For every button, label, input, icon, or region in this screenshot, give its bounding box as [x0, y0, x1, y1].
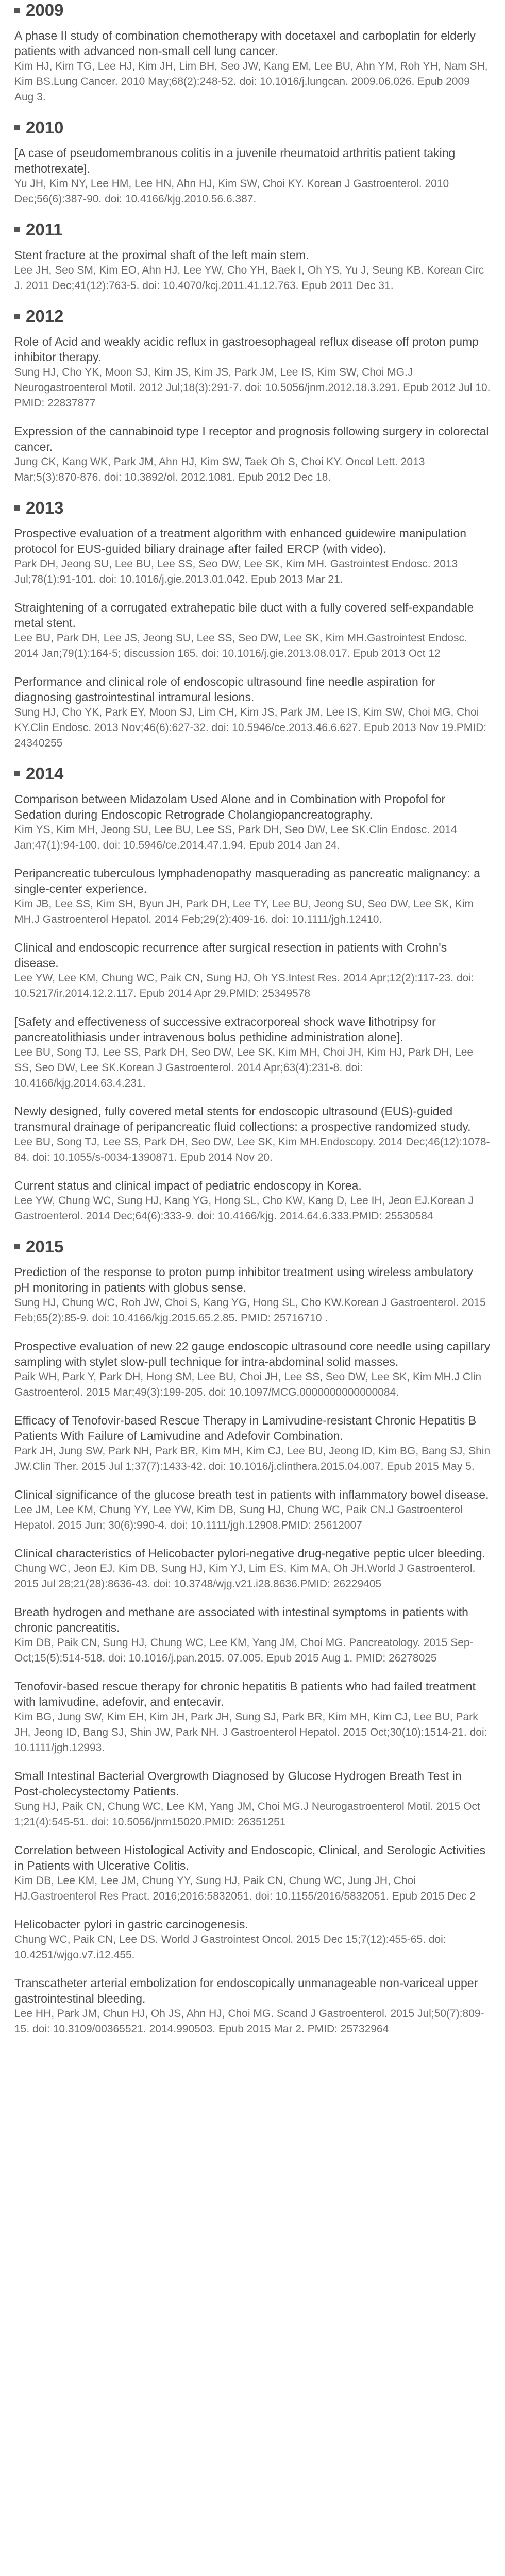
publication-citation: Lee BU, Song TJ, Lee SS, Park DH, Seo DW, Lee SK, Kim MH.Endoscopy. 2014 Dec;46(12):1078-84. doi: 10.1055/s-0034-1390871. Epub 2014 Nov 20. — [14, 1136, 490, 1163]
year-section-2010 — [14, 117, 491, 207]
publication-title: A phase II study of combination chemotherapy with docetaxel and carboplatin for elderly patients with advanced non-small cell lung cancer. — [14, 29, 476, 58]
year-heading — [14, 1236, 491, 1257]
publication-entry — [14, 526, 491, 587]
publication-title: Breath hydrogen and methane are associated with intestinal symptoms in patients with chronic pancreatitis. — [14, 1605, 468, 1634]
publication-entry — [14, 674, 491, 751]
publication-citation: Kim JB, Lee SS, Kim SH, Byun JH, Park DH, Lee TY, Lee BU, Jeong SU, Seo DW, Lee SK, Kim MH.J Gastroenterol Hepatol. 2014 Feb;29(2):409-16. doi: 10.1111/jgh.12410. — [14, 898, 474, 925]
publication-title: Helicobacter pylori in gastric carcinogenesis. — [14, 1918, 248, 1931]
publication-title: Clinical characteristics of Helicobacter pylori-negative drug-negative peptic ulcer bleeding. — [14, 1547, 486, 1560]
publication-entry — [14, 1679, 491, 1756]
publication-title: Straightening of a corrugated extrahepatic bile duct with a fully covered self-expandable metal stent. — [14, 601, 474, 630]
bullet-square-icon — [14, 771, 20, 776]
publication-citation: Kim YS, Kim MH, Jeong SU, Lee BU, Lee SS, Park DH, Seo DW, Lee SK.Clin Endosc. 2014 Jan;47(1):94-100. doi: 10.5946/ce.2014.47.1.94. Epub 2014 Jan 24. — [14, 824, 457, 851]
publication-citation: Sung HJ, Chung WC, Roh JW, Choi S, Kang YG, Hong SL, Cho KW.Korean J Gastroenterol. 2015 Feb;65(2):85-9. doi: 10.4166/kjg.2015.65.2.85. PMID: 25716710 . — [14, 1297, 486, 1324]
bullet-square-icon — [14, 8, 20, 13]
publication-entry — [14, 866, 491, 927]
bullet-square-icon — [14, 227, 20, 232]
publication-title: Role of Acid and weakly acidic reflux in gastroesophageal reflux disease off proton pump inhibitor therapy. — [14, 335, 479, 364]
publication-citation: Kim HJ, Kim TG, Lee HJ, Kim JH, Lim BH, Seo JW, Kang EM, Lee BU, Ahn YM, Roh YH, Nam SH, Kim BS.Lung Cancer. 2010 May;68(2):248-52. doi: 10.1016/j.lungcan. 2009.06.026. Epub 2009 Aug 3. — [14, 60, 488, 103]
publication-entry — [14, 247, 491, 294]
publication-entry — [14, 28, 491, 105]
publication-title: Prospective evaluation of a treatment algorithm with enhanced guidewire manipulation protocol for EUS-guided biliary drainage after failed ERCP (with video). — [14, 527, 467, 555]
publication-title: Clinical significance of the glucose breath test in patients with inflammatory bowel disease. — [14, 1488, 489, 1501]
publication-entry — [14, 600, 491, 662]
bullet-square-icon — [14, 125, 20, 130]
publication-citation: Lee JM, Lee KM, Chung YY, Lee YW, Kim DB, Sung HJ, Chung WC, Paik CN.J Gastroenterol Hepatol. 2015 Jun; 30(6):990-4. doi: 10.1111/jgh.12908.PMID: 25612007 — [14, 1504, 463, 1531]
publication-citation: Lee HH, Park JM, Chun HJ, Oh JS, Ahn HJ, Choi MG. Scand J Gastroenterol. 2015 Jul;50(7):809-15. doi: 10.3109/00365521. 2014.990503. Epub 2015 Mar 2. PMID: 25732964 — [14, 2008, 484, 2035]
publication-entry — [14, 1917, 491, 1963]
publication-entry — [14, 145, 491, 207]
year-label: 2013 — [26, 498, 64, 517]
year-heading — [14, 306, 491, 327]
year-label: 2011 — [26, 220, 63, 239]
year-heading — [14, 498, 491, 518]
publication-title: Peripancreatic tuberculous lymphadenopathy masquerading as pancreatic malignancy: a single-center experience. — [14, 867, 480, 895]
publication-citation: Lee BU, Park DH, Lee JS, Jeong SU, Lee SS, Seo DW, Lee SK, Kim MH.Gastrointest Endosc. 2014 Jan;79(1):164-5; discussion 165. doi: 10.1016/j.gie.2013.08.017. Epub 2013 Oct 12 — [14, 632, 467, 659]
publication-title: Efficacy of Tenofovir-based Rescue Therapy in Lamivudine-resistant Chronic Hepatitis B Patients With Failure of Lamivudine and Adefovir Combination. — [14, 1414, 477, 1443]
bullet-square-icon — [14, 314, 20, 319]
publication-citation: Yu JH, Kim NY, Lee HM, Lee HN, Ahn HJ, Kim SW, Choi KY. Korean J Gastroenterol. 2010 Dec;56(6):387-90. doi: 10.4166/kjg.2010.56.6.387. — [14, 178, 449, 205]
publication-entry — [14, 1178, 491, 1224]
publication-title: Clinical and endoscopic recurrence after surgical resection in patients with Crohn's disease. — [14, 941, 447, 970]
publication-citation: Chung WC, Paik CN, Lee DS. World J Gastrointest Oncol. 2015 Dec 15;7(12):455-65. doi: 10.4251/wjgo.v7.i12.455. — [14, 1934, 446, 1961]
publication-citation: Lee BU, Song TJ, Lee SS, Park DH, Seo DW, Lee SK, Kim MH, Choi JH, Kim HJ, Park DH, Lee SS, Seo DW, Lee SK.Korean J Gastroenterol. 2014 Apr;63(4):231-8. doi: 10.4166/kjg.2014.63.4.231. — [14, 1046, 474, 1089]
year-label: 2009 — [26, 1, 64, 20]
publication-title: Stent fracture at the proximal shaft of the left main stem. — [14, 248, 309, 262]
year-section-2013 — [14, 498, 491, 751]
year-label: 2015 — [26, 1237, 64, 1256]
publication-citation: Park JH, Jung SW, Park NH, Park BR, Kim MH, Kim CJ, Lee BU, Jeong ID, Kim BG, Bang SJ, Shin JW.Clin Ther. 2015 Jul 1;37(7):1433-42. doi: 10.1016/j.clinthera.2015.04.007. Epub 2015 May 5. — [14, 1445, 491, 1472]
publication-title: Expression of the cannabinoid type I receptor and prognosis following surgery in colorectal cancer. — [14, 425, 489, 453]
year-section-2011 — [14, 219, 491, 294]
publication-title: Transcatheter arterial embolization for endoscopically unmanageable non-variceal upper gastrointestinal bleeding. — [14, 1976, 478, 2005]
publication-entry — [14, 1546, 491, 1592]
year-section-2015 — [14, 1236, 491, 2037]
publication-citation: Lee YW, Lee KM, Chung WC, Paik CN, Sung HJ, Oh YS.Intest Res. 2014 Apr;12(2):117-23. doi: 10.5217/ir.2014.12.2.117. Epub 2014 Apr 29.PMID: 25349578 — [14, 972, 474, 999]
year-heading — [14, 764, 491, 784]
publication-entry — [14, 1264, 491, 1326]
year-label: 2012 — [26, 307, 64, 326]
publication-entry — [14, 1014, 491, 1091]
publication-citation: Sung HJ, Cho YK, Moon SJ, Kim JS, Kim JS, Park JM, Lee IS, Kim SW, Choi MG.J Neurogastroenterol Motil. 2012 Jul;18(3):291-7. doi: 10.5056/jnm.2012.18.3.291. Epub 2012 Jul 10. PMID: 22837877 — [14, 366, 491, 409]
year-section-2012 — [14, 306, 491, 485]
publication-citation: Kim BG, Jung SW, Kim EH, Kim JH, Park JH, Sung SJ, Park BR, Kim MH, Kim CJ, Lee BU, Park JH, Jeong ID, Bang SJ, Shin JW, Park NH. J Gastroenterol Hepatol. 2015 Oct;30(10):1514-21. doi: 10.1111/jgh.12993. — [14, 1711, 487, 1754]
publication-entry — [14, 791, 491, 853]
publication-entry — [14, 1413, 491, 1475]
publication-entry — [14, 1338, 491, 1400]
publication-entry — [14, 1104, 491, 1165]
publication-title: Small Intestinal Bacterial Overgrowth Diagnosed by Glucose Hydrogen Breath Test in Post-cholecystectomy Patients. — [14, 1769, 462, 1798]
publication-citation: Lee JH, Seo SM, Kim EO, Ahn HJ, Lee YW, Cho YH, Baek I, Oh YS, Yu J, Seung KB. Korean Circ J. 2011 Dec;41(12):763-5. doi: 10.4070/kcj.2011.41.12.763. Epub 2011 Dec 31. — [14, 264, 484, 292]
publication-entry — [14, 1768, 491, 1830]
publication-entry — [14, 334, 491, 411]
publication-citation: Park DH, Jeong SU, Lee BU, Lee SS, Seo DW, Lee SK, Kim MH. Gastrointest Endosc. 2013 Jul;78(1):91-101. doi: 10.1016/j.gie.2013.01.042. Epub 2013 Mar 21. — [14, 558, 458, 585]
publication-citation: Jung CK, Kang WK, Park JM, Ahn HJ, Kim SW, Taek Oh S, Choi KY. Oncol Lett. 2013 Mar;5(3):870-876. doi: 10.3892/ol. 2012.1081. Epub 2012 Dec 18. — [14, 456, 425, 483]
year-label: 2014 — [26, 764, 64, 783]
publication-citation: Sung HJ, Cho YK, Park EY, Moon SJ, Lim CH, Kim JS, Park JM, Lee IS, Kim SW, Choi MG, Choi KY.Clin Endosc. 2013 Nov;46(6):627-32. doi: 10.5946/ce.2013.46.6.627. Epub 2013 Nov 19.PMID: 24340255 — [14, 706, 487, 749]
publication-entry — [14, 1842, 491, 1904]
publication-title: Current status and clinical impact of pediatric endoscopy in Korea. — [14, 1179, 362, 1192]
publication-title: Prospective evaluation of new 22 gauge endoscopic ultrasound core needle using capillary sampling with stylet slow-pull technique for intra-abdominal solid masses. — [14, 1340, 491, 1368]
publication-entry — [14, 1975, 491, 2037]
publication-title: Tenofovir-based rescue therapy for chronic hepatitis B patients who had failed treatment with lamivudine, adefovir, and entecavir. — [14, 1680, 476, 1708]
year-label: 2010 — [26, 118, 64, 137]
publication-title: Prediction of the response to proton pump inhibitor treatment using wireless ambulatory pH monitoring in patients with globus sense. — [14, 1265, 473, 1294]
publication-citation: Sung HJ, Paik CN, Chung WC, Lee KM, Yang JM, Choi MG.J Neurogastroenterol Motil. 2015 Oct 1;21(4):545-51. doi: 10.5056/jnm15020.PMID: 26351251 — [14, 1801, 480, 1828]
publication-entry — [14, 1487, 491, 1533]
publication-title: Performance and clinical role of endoscopic ultrasound fine needle aspiration for diagnosing gastrointestinal intramural lesions. — [14, 675, 435, 704]
publication-citation: Paik WH, Park Y, Park DH, Hong SM, Lee BU, Choi JH, Lee SS, Seo DW, Lee SK, Kim MH.J Clin Gastroenterol. 2015 Mar;49(3):199-205. doi: 10.1097/MCG.0000000000000084. — [14, 1371, 482, 1398]
publication-entry — [14, 423, 491, 485]
year-heading — [14, 117, 491, 138]
publication-title: Correlation between Histological Activity and Endoscopic, Clinical, and Serologic Activities in Patients with Ulcerative Colitis. — [14, 1843, 486, 1872]
publication-entry — [14, 940, 491, 1002]
publication-citation: Chung WC, Jeon EJ, Kim DB, Sung HJ, Kim YJ, Lim ES, Kim MA, Oh JH.World J Gastroenterol. 2015 Jul 28;21(28):8636-43. doi: 10.3748/wjg.v21.i28.8636.PMID: 26229405 — [14, 1563, 476, 1590]
year-section-2014 — [14, 764, 491, 1224]
publication-title: [A case of pseudomembranous colitis in a juvenile rheumatoid arthritis patient taking methotrexate]. — [14, 146, 456, 175]
publication-citation: Kim DB, Lee KM, Lee JM, Chung YY, Sung HJ, Paik CN, Chung WC, Jung JH, Choi HJ.Gastroenterol Res Pract. 2016;2016:5832051. doi: 10.1155/2016/5832051. Epub 2015 Dec 2 — [14, 1875, 476, 1902]
bullet-square-icon — [14, 1244, 20, 1249]
year-heading — [14, 0, 491, 21]
year-heading — [14, 219, 491, 240]
bullet-square-icon — [14, 505, 20, 511]
publication-entry — [14, 1604, 491, 1666]
publication-citation: Kim DB, Paik CN, Sung HJ, Chung WC, Lee KM, Yang JM, Choi MG. Pancreatology. 2015 Sep-Oct;15(5):514-518. doi: 10.1016/j.pan.2015. 07.005. Epub 2015 Aug 1. PMID: 26278025 — [14, 1637, 474, 1664]
publication-title: Newly designed, fully covered metal stents for endoscopic ultrasound (EUS)-guided transmural drainage of peripancreatic fluid collections: a prospective randomized study. — [14, 1105, 471, 1133]
publication-title: [Safety and effectiveness of successive extracorporeal shock wave lithotripsy for pancreatolithiasis under intravenous bolus pethidine administration alone]. — [14, 1015, 436, 1044]
publication-citation: Lee YW, Chung WC, Sung HJ, Kang YG, Hong SL, Cho KW, Kang D, Lee IH, Jeon EJ.Korean J Gastroenterol. 2014 Dec;64(6):333-9. doi: 10.4166/kjg. 2014.64.6.333.PMID: 25530584 — [14, 1195, 474, 1222]
publication-title: Comparison between Midazolam Used Alone and in Combination with Propofol for Sedation during Endoscopic Retrograde Cholangiopancreatography. — [14, 792, 446, 821]
year-section-2009 — [14, 0, 491, 105]
